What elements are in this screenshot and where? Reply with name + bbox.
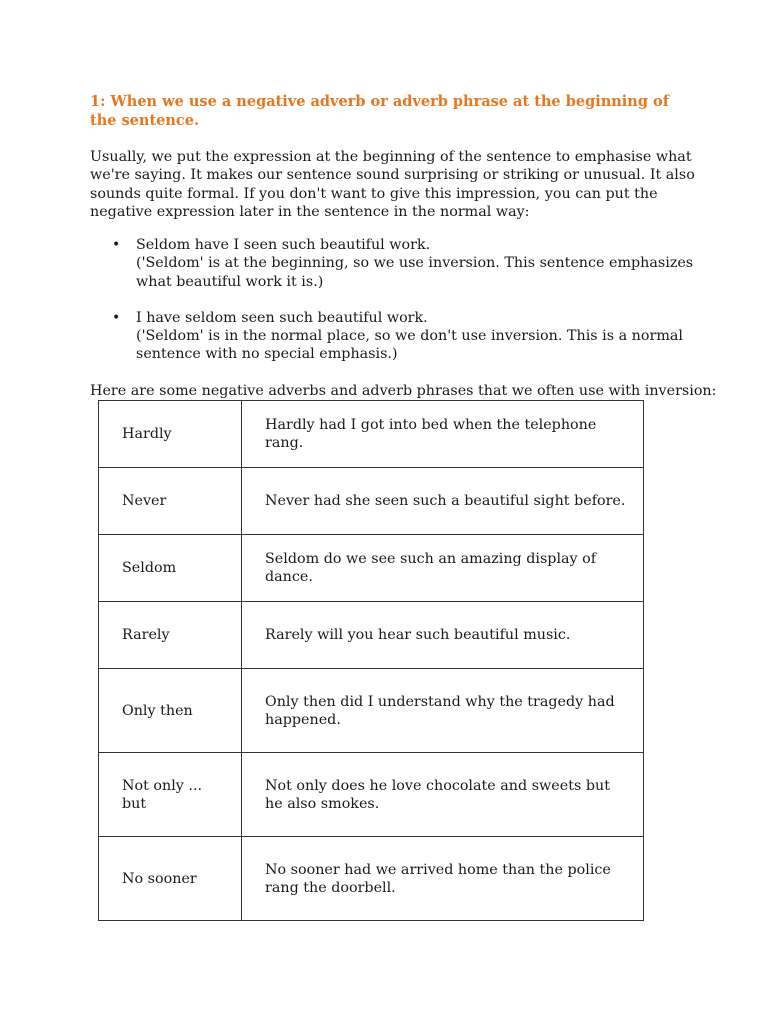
bullet-note: ('Seldom' is at the beginning, so we use inversion. This sentence emphasizes what beautiful work it is.) bbox=[136, 255, 694, 290]
table-row bbox=[99, 401, 644, 468]
example-cell: Not only does he love chocolate and sweets but he also smokes. bbox=[242, 753, 644, 837]
bullet-item-normal bbox=[90, 309, 710, 364]
adverb-cell: Not only ... but bbox=[99, 753, 242, 837]
example-cell: No sooner had we arrived home than the police rang the doorbell. bbox=[242, 837, 644, 921]
adverb-cell: No sooner bbox=[99, 837, 242, 921]
example-cell: Rarely will you hear such beautiful music. bbox=[242, 602, 644, 669]
table-row bbox=[99, 602, 644, 669]
table-row bbox=[99, 753, 644, 837]
example-cell: Hardly had I got into bed when the telephone rang. bbox=[242, 401, 644, 468]
section-heading: 1: When we use a negative adverb or adverb phrase at the beginning of the sentence. bbox=[90, 93, 669, 129]
example-cell: Seldom do we see such an amazing display of dance. bbox=[242, 535, 644, 602]
intro-paragraph: Usually, we put the expression at the beginning of the sentence to emphasise what we're saying. It makes our sentence sound surprising or striking or unusual. It also sounds quite formal. If you don't want to give this impression, you can put the negative expression later in the sentence in the normal way: bbox=[90, 149, 695, 220]
table-row bbox=[99, 837, 644, 921]
adverb-table bbox=[98, 400, 644, 921]
table-row bbox=[99, 669, 644, 753]
adverb-cell: Hardly bbox=[99, 401, 242, 468]
example-cell: Never had she seen such a beautiful sight before. bbox=[242, 468, 644, 535]
example-bullet-list bbox=[90, 236, 710, 382]
example-cell: Only then did I understand why the tragedy had happened. bbox=[242, 669, 644, 753]
adverb-cell: Seldom bbox=[99, 535, 242, 602]
table-row bbox=[99, 535, 644, 602]
table-intro: Here are some negative adverbs and adverb phrases that we often use with inversion: bbox=[90, 383, 717, 399]
table-row bbox=[99, 468, 644, 535]
bullet-note: ('Seldom' is in the normal place, so we don't use inversion. This is a normal sentence with no special emphasis.) bbox=[136, 328, 683, 363]
bullet-icon: • bbox=[112, 309, 121, 326]
bullet-example: I have seldom seen such beautiful work. bbox=[136, 309, 428, 326]
bullet-item-inverted bbox=[90, 236, 710, 291]
bullet-example: Seldom have I seen such beautiful work. bbox=[136, 237, 431, 253]
adverb-cell: Rarely bbox=[99, 602, 242, 669]
bullet-icon: • bbox=[112, 237, 121, 253]
adverb-cell: Never bbox=[99, 468, 242, 535]
adverb-cell: Only then bbox=[99, 669, 242, 753]
